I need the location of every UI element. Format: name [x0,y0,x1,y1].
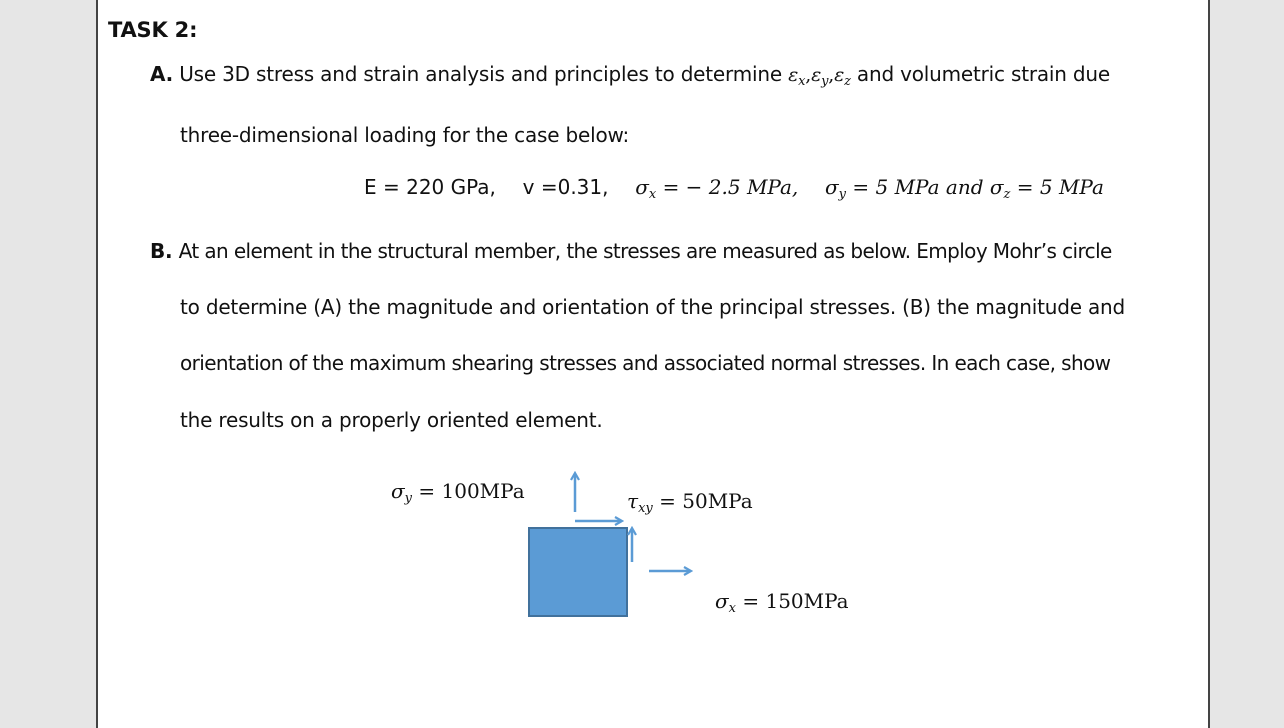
part-a-line-2: three-dimensional loading for the case below: [180,123,630,147]
stress-element-square [529,528,627,616]
sigma-x-given: $\sigma_x$ = − 2.5 MPa, [635,175,799,202]
part-a-text-1: Use 3D stress and strain analysis and principles to determine [179,62,782,86]
strain-symbols: $\varepsilon_x,\varepsilon_y,\varepsilon_z$ [788,64,851,89]
part-b-label: B. [150,239,173,263]
sigma-x-label: $\sigma_x = 150MPa$ [715,589,849,616]
sigma-y-given: $\sigma_y = 5$ MPa [825,175,940,202]
tau-xy-label: $\tau_{xy} = 50MPa$ [627,489,753,516]
and-word: and [945,175,984,199]
part-b-line-2: to determine (A) the magnitude and orientation of the principal stresses. (B) the magnitude and [180,295,1125,319]
task-title: TASK 2: [108,18,198,42]
part-b-line-3: orientation of the maximum shearing stresses and associated normal stresses. In each case, show [180,351,1111,375]
sigma-y-label: $\sigma_y = 100MPa$ [391,479,525,506]
part-b-text-1: At an element in the structural member, the stresses are measured as below. Employ Mohr’s circle [178,239,1112,263]
poisson-ratio: v =0.31, [522,175,609,199]
part-a-text-1-tail: and volumetric strain due [856,62,1110,86]
part-b-line-4: the results on a properly oriented element. [180,408,603,432]
youngs-modulus: E = 220 GPa, [364,175,496,199]
part-a-label: A. [150,62,174,86]
sigma-z-given: $\sigma_z = 5$ MPa [989,175,1104,202]
